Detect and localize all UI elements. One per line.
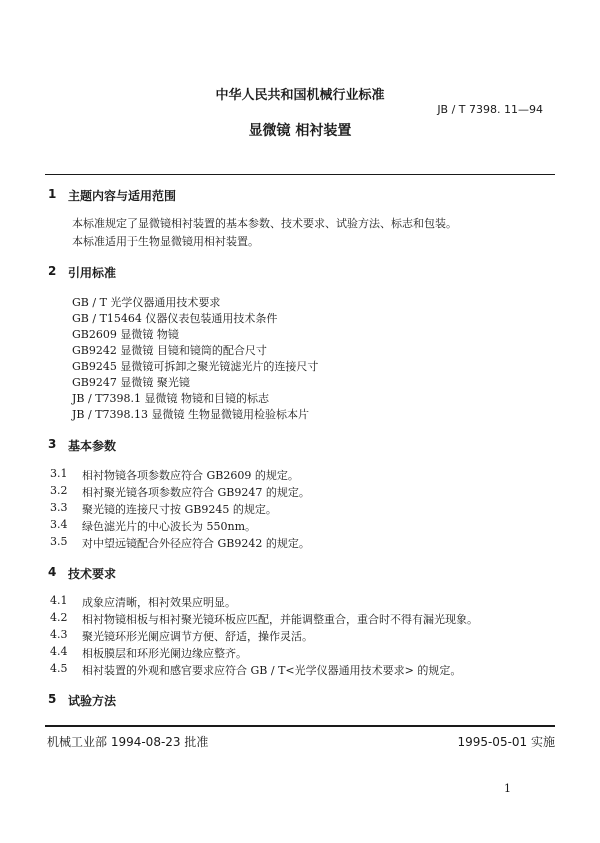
reference-item: GB / T15464 仪器仪表包装通用技术条件 [72, 312, 278, 325]
clause-text: 成象应清晰，相衬效果应明显。 [82, 596, 236, 609]
section-2-title: 引用标准 [68, 266, 117, 280]
clause-text: 相衬物镜各项参数应符合 GB2609 的规定。 [82, 469, 299, 482]
reference-item: JB / T7398.13 显微镜 生物显微镜用检验标本片 [72, 408, 310, 421]
clause-number: 4.1 [50, 594, 68, 607]
section-3-title: 基本参数 [68, 439, 117, 453]
clause-text: 聚光镜环形光阑应调节方便、舒适，操作灵活。 [82, 630, 313, 643]
clause-number: 3.1 [50, 467, 68, 480]
reference-item: GB9242 显微镜 目镜和镜筒的配合尺寸 [72, 344, 267, 357]
approval-line: 机械工业部 1994-08-23 批准 [47, 735, 209, 749]
section-1-paragraph: 本标准适用于生物显微镜用相衬装置。 [72, 235, 259, 248]
issuer-title: 中华人民共和国机械行业标准 [215, 88, 385, 103]
clause-text: 相衬物镜相板与相衬聚光镜环板应匹配，并能调整重合，重合时不得有漏光现象。 [82, 613, 478, 626]
clause-number: 3.3 [50, 501, 68, 514]
standard-code: JB / T 7398. 11—94 [437, 103, 543, 116]
footer-divider [45, 725, 555, 727]
document-title: 显微镜 相衬装置 [248, 123, 352, 139]
clause-text: 聚光镜的连接尺寸按 GB9245 的规定。 [82, 503, 277, 516]
clause-number: 3.4 [50, 518, 68, 531]
clause-number: 4.3 [50, 628, 68, 641]
clause-text: 相衬装置的外观和感官要求应符合 GB / T<光学仪器通用技术要求> 的规定。 [82, 664, 462, 677]
section-1-paragraph: 本标准规定了显微镜相衬装置的基本参数、技术要求、试验方法、标志和包装。 [72, 217, 457, 230]
effective-date: 1995-05-01 实施 [457, 735, 555, 749]
reference-item: GB / T 光学仪器通用技术要求 [72, 296, 221, 309]
section-1-title: 主题内容与适用范围 [68, 189, 177, 203]
section-5-number: 5 [48, 692, 57, 706]
header-divider [45, 174, 555, 175]
clause-number: 3.2 [50, 484, 68, 497]
page-number: 1 [504, 782, 511, 795]
section-4-number: 4 [48, 565, 57, 579]
reference-item: GB9245 显微镜可拆卸之聚光镜滤光片的连接尺寸 [72, 360, 319, 373]
clause-text: 相衬聚光镜各项参数应符合 GB9247 的规定。 [82, 486, 310, 499]
reference-item: GB2609 显微镜 物镜 [72, 328, 179, 341]
clause-text: 对中望远镜配合外径应符合 GB9242 的规定。 [82, 537, 310, 550]
clause-number: 4.4 [50, 645, 68, 658]
section-3-number: 3 [48, 437, 57, 451]
reference-item: GB9247 显微镜 聚光镜 [72, 376, 190, 389]
clause-text: 相板膜层和环形光阑边缘应整齐。 [82, 647, 247, 660]
section-5-title: 试验方法 [68, 694, 117, 708]
section-1-number: 1 [48, 187, 57, 201]
reference-item: JB / T7398.1 显微镜 物镜和目镜的标志 [72, 392, 270, 405]
clause-text: 绿色滤光片的中心波长为 550nm。 [82, 520, 257, 533]
clause-number: 3.5 [50, 535, 68, 548]
clause-number: 4.2 [50, 611, 68, 624]
section-4-title: 技术要求 [68, 567, 117, 581]
section-2-number: 2 [48, 264, 57, 278]
clause-number: 4.5 [50, 662, 68, 675]
